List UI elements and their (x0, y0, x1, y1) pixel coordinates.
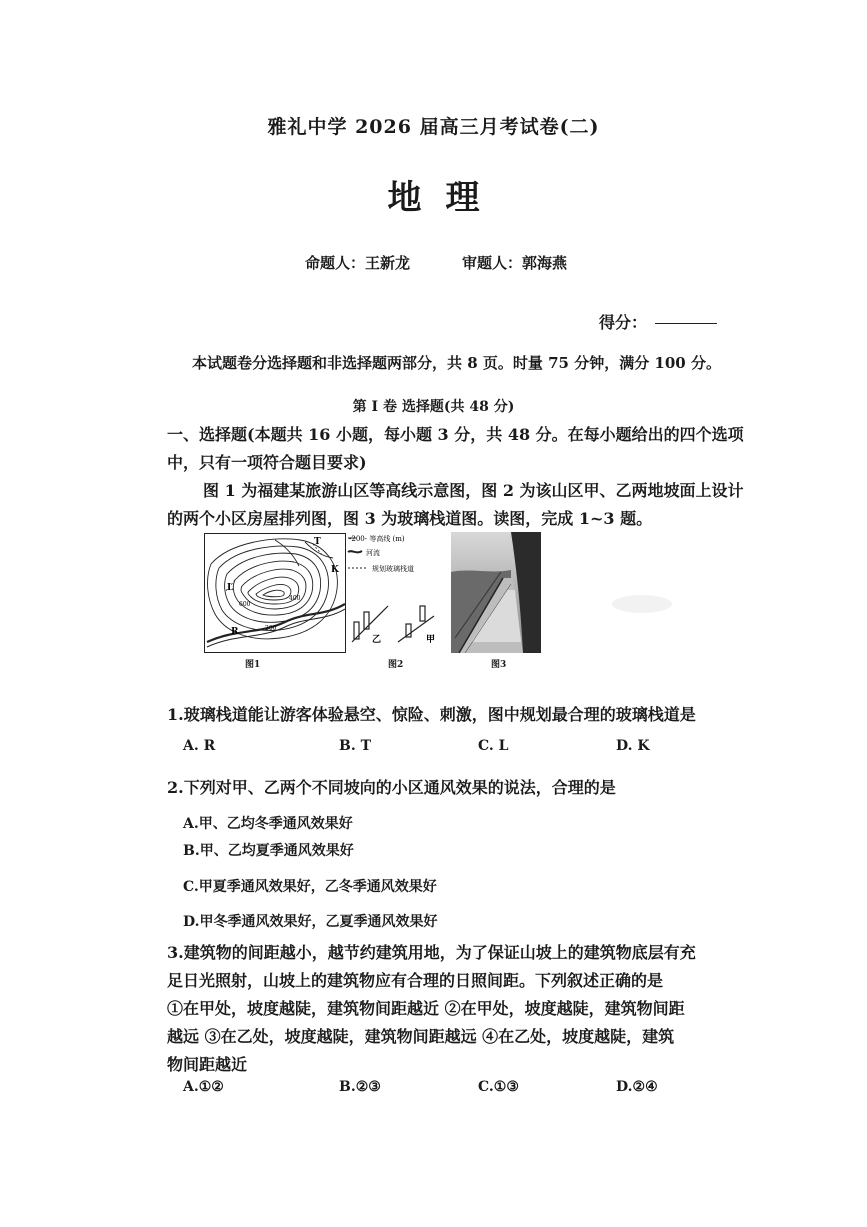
question-3-line: ①在甲处，坡度越陡，建筑物间距越近 ②在甲处，坡度越陡，建筑物间距 (167, 999, 685, 1018)
figure-3-glass-walkway-photo (451, 532, 541, 653)
question-2-option-d: D.甲冬季通风效果好，乙夏季通风效果好 (183, 914, 438, 930)
fig2-label-jia: 甲 (426, 635, 436, 645)
figure-3-caption: 图3 (491, 660, 507, 670)
score-label: 得分： (599, 313, 648, 332)
material-text (167, 477, 744, 533)
map-point-r: R (231, 627, 239, 637)
section-heading-line: 一、选择题(本题共 16 小题，每小题 3 分，共 48 分。在每小题给出的四个选项 (167, 425, 744, 444)
map-point-l: L (227, 583, 234, 593)
figure-2-caption: 图2 (388, 660, 404, 670)
question-3-line: 越远 ③在乙处，坡度越陡，建筑物间距越远 ④在乙处，坡度越陡，建筑 (167, 1027, 675, 1046)
question-2-option-a: A.甲、乙均冬季通风效果好 (183, 816, 353, 832)
question-1-option-b: B. T (339, 738, 371, 754)
question-3-option-a: A.①② (183, 1079, 224, 1095)
question-3-line: 足日光照射，山坡上的建筑物应有合理的日照间距。下列叙述正确的是 (167, 971, 664, 990)
question-reviewer: 审题人：郭海燕 (462, 254, 568, 272)
section-heading (167, 421, 744, 477)
figure-1-caption: 图1 (245, 660, 261, 670)
question-1-stem: 1.玻璃栈道能让游客体验悬空、惊险、刺激，图中规划最合理的玻璃栈道是 (167, 705, 696, 724)
contour-label-400: 400 (289, 595, 301, 602)
glass-walkway-illustration (451, 532, 541, 653)
exam-instructions: 本试题卷分选择题和非选择题两部分，共 8 页。时量 75 分钟，满分 100 分。 (192, 354, 721, 372)
river-path (207, 604, 345, 642)
map-legend (346, 533, 426, 577)
contour-map-svg (205, 534, 345, 652)
score-blank (655, 323, 717, 324)
author-line (305, 252, 567, 273)
scan-smudge (612, 595, 672, 613)
question-2-stem: 2.下列对甲、乙两个不同坡向的小区通风效果的说法，合理的是 (167, 778, 616, 797)
question-3-line: 物间距越近 (167, 1055, 248, 1074)
fig2-label-yi: 乙 (372, 635, 382, 645)
question-3-line: 3.建筑物的间距越小，越节约建筑用地，为了保证山坡上的建筑物底层有充 (167, 943, 696, 962)
question-2-option-c: C.甲夏季通风效果好，乙冬季通风效果好 (183, 879, 437, 895)
exam-title: 雅礼中学 2026 届高三月考试卷(二) (267, 116, 600, 138)
question-3-option-d: D.②④ (616, 1079, 658, 1095)
question-3-stem (167, 939, 696, 1079)
subject-title: 地理 (387, 178, 504, 218)
legend-contour: -200- 等高线 (m) (349, 535, 405, 543)
map-point-k: K (331, 565, 339, 575)
question-1-option-a: A. R (183, 738, 216, 754)
map-point-t: T (314, 537, 321, 547)
score-field (599, 310, 717, 333)
question-1-option-d: D. K (616, 738, 650, 754)
contour-label-200: 200 (265, 625, 277, 632)
figure-2-slope-diagram (350, 600, 440, 650)
section-heading-line: 中，只有一项符合题目要求) (167, 453, 367, 472)
question-1-option-c: C. L (478, 738, 509, 754)
legend-river: 河流 (366, 549, 380, 557)
material-line: 的两个小区房屋排列图，图 3 为玻璃栈道图。读图，完成 1~3 题。 (167, 509, 653, 528)
part-title: 第 Ⅰ 卷 选择题(共 48 分) (352, 399, 515, 415)
legend-glass-walkway: 规划玻璃栈道 (372, 565, 414, 573)
contour-label-600: 600 (239, 601, 251, 608)
question-setter: 命题人：王新龙 (305, 254, 411, 272)
material-line: 图 1 为福建某旅游山区等高线示意图，图 2 为该山区甲、乙两地坡面上设计 (203, 481, 744, 500)
question-2-option-b: B.甲、乙均夏季通风效果好 (183, 843, 354, 859)
figure-1-contour-map (204, 533, 346, 653)
question-3-option-b: B.②③ (339, 1079, 381, 1095)
question-3-option-c: C.①③ (478, 1079, 519, 1095)
